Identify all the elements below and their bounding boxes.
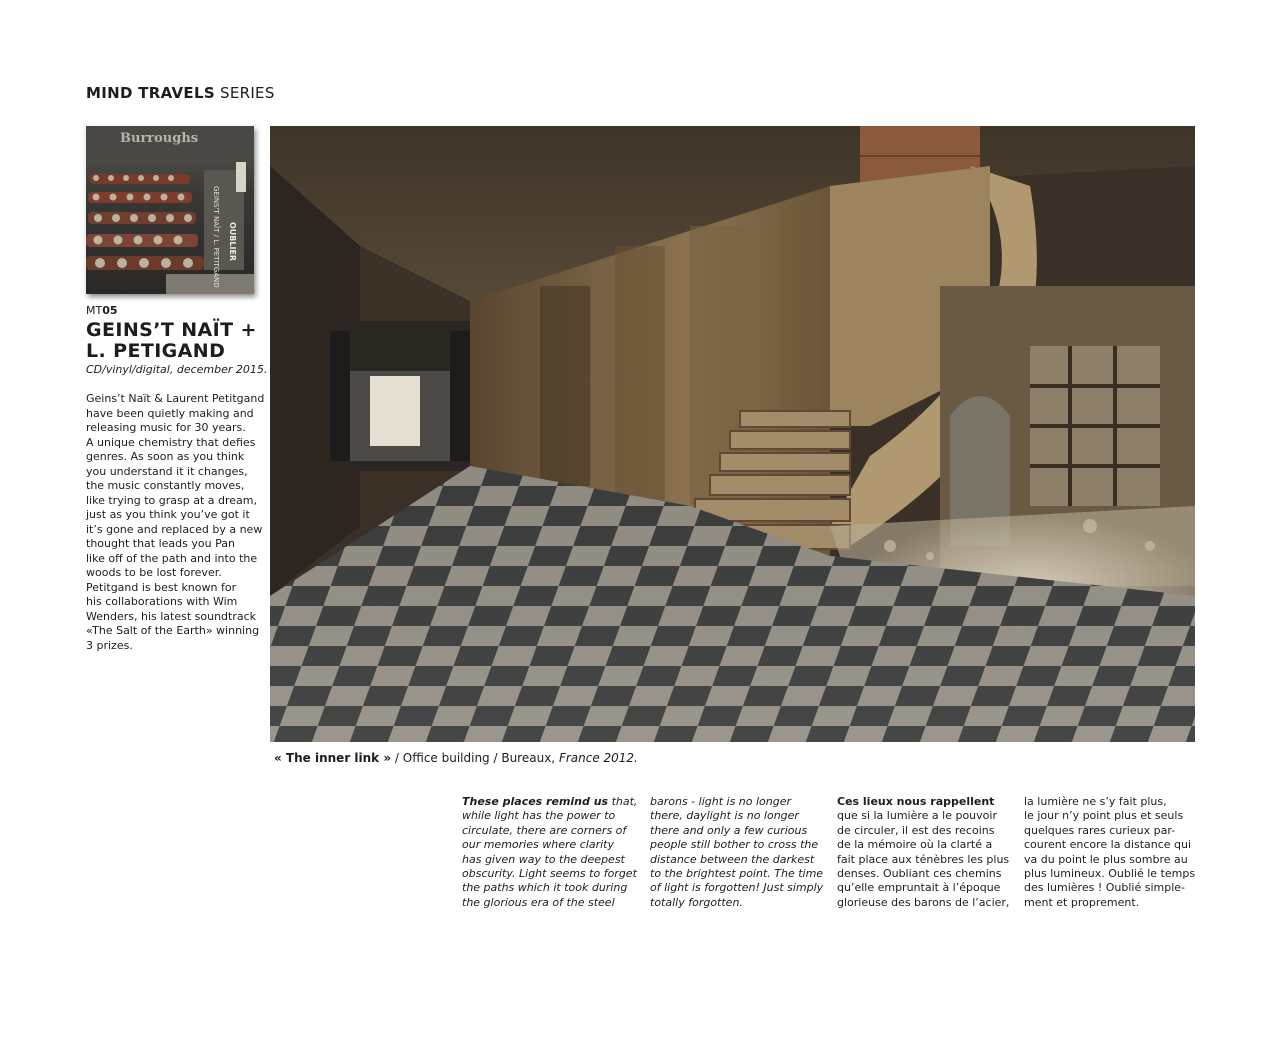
text-line: denses. Oubliant ces chemins: [837, 867, 1002, 881]
text-line: des lumières ! Oublié simple-: [1024, 881, 1185, 895]
artist-bio: [86, 392, 266, 653]
release-title-line: L. PETIGAND: [86, 340, 226, 362]
text-line: there, daylight is no longer: [650, 809, 799, 823]
text-line: the glorious era of the steel: [462, 895, 615, 909]
text-line: de circuler, il est des recoins: [837, 823, 995, 837]
text-line: there and only a few curious: [650, 823, 808, 837]
text-line: our memories where clarity: [462, 838, 614, 852]
photo-caption: [274, 751, 638, 765]
text-line: courent encore la distance qui: [1024, 838, 1192, 852]
bio-line: genres. As soon as you think: [86, 450, 245, 463]
text-line: qu’elle empruntait à l’époque: [837, 881, 1001, 895]
bio-line: it’s gone and replaced by a new: [86, 522, 263, 536]
text-line: obscurity. Light seems to forget: [462, 867, 637, 881]
bio-line: the music constantly moves,: [86, 479, 245, 492]
hallway-photo-svg: [270, 126, 1195, 742]
main-photo: [270, 126, 1195, 742]
cover-side-text: GEINS'T NAÏT / L. PETITGAND: [212, 186, 220, 288]
bio-line: have been quietly making and: [86, 406, 254, 420]
text-line: has given way to the deepest: [462, 852, 625, 866]
english-text-column-2: [650, 795, 825, 910]
text-line: circulate, there are corners of: [462, 823, 627, 837]
bio-line: 3 prizes.: [86, 638, 133, 652]
release-code-prefix: MT: [86, 304, 103, 317]
bio-line: releasing music for 30 years.: [86, 421, 246, 434]
bio-line: his collaborations with Wim: [86, 595, 238, 608]
bio-line: Wenders, his latest soundtrack: [86, 609, 257, 623]
english-text-column-1: [462, 795, 637, 910]
series-heading-rest: SERIES: [220, 84, 275, 102]
bio-line: you understand it it changes,: [86, 464, 248, 478]
cover-album-text: OUBLIER: [228, 222, 237, 262]
text-line: ment et proprement.: [1024, 895, 1140, 909]
english-first-rest: that,: [608, 795, 638, 808]
bio-line: like trying to grasp at a dream,: [86, 493, 257, 507]
bio-line: Geins’t Naït & Laurent Petitgand: [86, 392, 265, 405]
text-line: fait place aux ténèbres les plus: [837, 852, 1010, 866]
album-cover-image: [86, 126, 254, 294]
text-line: [462, 795, 637, 809]
text-line: totally forgotten.: [650, 895, 743, 909]
bio-line: like off of the path and into the: [86, 551, 258, 565]
text-line: while light has the power to: [462, 809, 616, 823]
bio-line: thought that leads you Pan: [86, 537, 235, 550]
text-line: la lumière ne s’y fait plus,: [1024, 795, 1167, 808]
french-text-column-2: [1024, 795, 1199, 910]
english-lead: These places remind us: [462, 795, 609, 808]
release-code: [86, 304, 118, 317]
text-line: glorieuse des barons de l’acier,: [837, 895, 1010, 909]
bio-line: woods to be lost forever.: [86, 566, 222, 579]
text-line: quelques rares curieux par-: [1024, 823, 1176, 837]
text-line: plus lumineux. Oublié le temps: [1024, 867, 1196, 881]
cover-brand-text: Burroughs: [120, 131, 199, 146]
text-line: the paths which it took during: [462, 881, 628, 895]
release-code-number: 05: [102, 304, 118, 317]
text-line: of light is forgotten! Just simply: [650, 881, 824, 895]
caption-place: France 2012.: [558, 751, 638, 765]
bio-line: «The Salt of the Earth» winning: [86, 624, 260, 637]
text-line: to the brightest point. The time: [650, 867, 824, 881]
caption-middle: / Office building / Bureaux,: [391, 751, 559, 765]
caption-title: « The inner link »: [274, 751, 392, 765]
text-line: le jour n’y point plus et seuls: [1024, 809, 1184, 823]
text-line: [837, 795, 1012, 809]
bio-line: just as you think you’ve got it: [86, 508, 250, 521]
album-cover-svg: [86, 126, 254, 294]
release-title-line: GEINS’T NAÏT +: [86, 319, 257, 341]
french-lead: Ces lieux nous rappellent: [837, 795, 995, 808]
series-heading-bold: MIND TRAVELS: [86, 84, 215, 102]
release-title: [86, 320, 276, 362]
bio-line: Petitgand is best known for: [86, 580, 237, 594]
french-text-column-1: [837, 795, 1012, 910]
text-line: distance between the darkest: [650, 852, 815, 866]
text-line: barons - light is no longer: [650, 795, 792, 808]
release-format: CD/vinyl/digital, december 2015.: [86, 363, 268, 376]
text-line: de la mémoire où la clarté a: [837, 838, 993, 852]
text-line: que si la lumière a le pouvoir: [837, 809, 997, 823]
bio-line: A unique chemistry that defies: [86, 435, 256, 449]
series-heading: [86, 84, 275, 102]
text-line: va du point le plus sombre au: [1024, 852, 1188, 866]
text-line: people still bother to cross the: [650, 838, 819, 852]
